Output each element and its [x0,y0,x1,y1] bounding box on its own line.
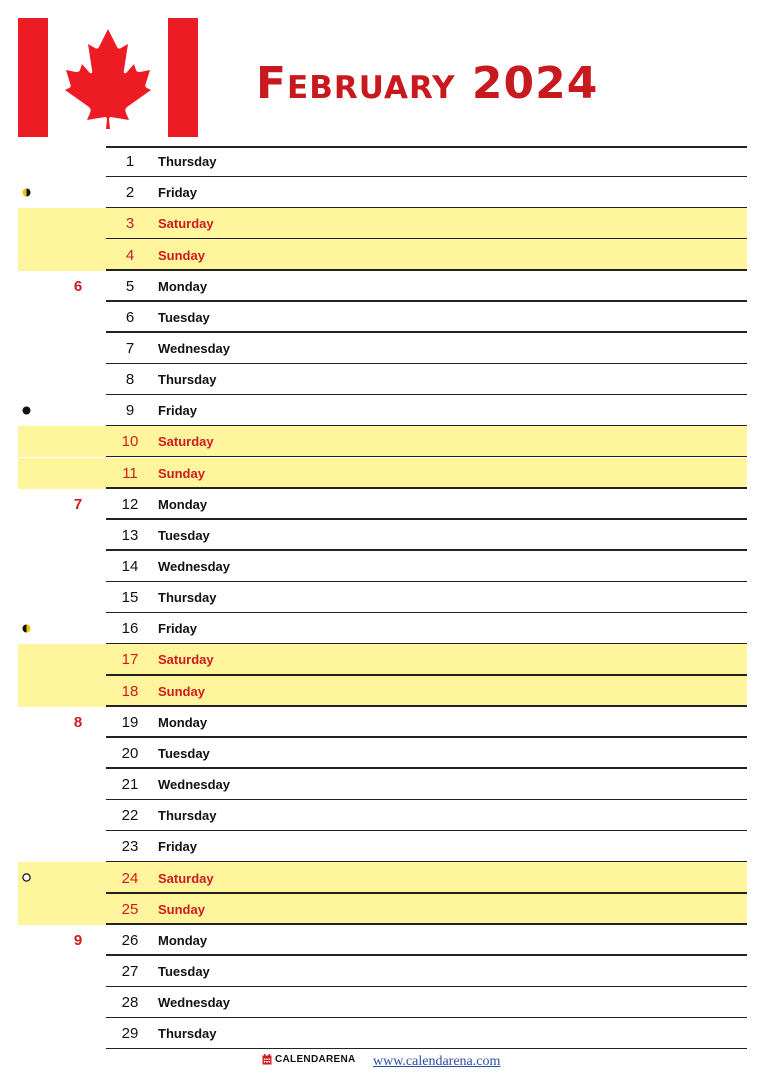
day-number: 1 [125,153,135,171]
day-name: Monday [158,714,208,730]
list-item [0,364,768,395]
list-item [0,146,768,177]
day-name: Thursday [158,590,217,606]
list-item [0,956,768,987]
day-number: 16 [121,620,139,638]
day-number: 29 [121,1025,139,1043]
day-number: 18 [121,682,139,700]
day-number: 24 [121,869,139,887]
canada-flag-icon [18,18,198,137]
list-item [0,551,768,582]
list-item [0,862,768,893]
list-item [0,613,768,644]
day-name: Thursday [158,808,217,824]
day-number: 7 [125,339,135,357]
day-name: Tuesday [158,309,210,325]
day-name: Tuesday [158,527,210,543]
day-name: Friday [158,403,198,419]
list-item [0,707,768,738]
day-number: 12 [121,495,139,513]
new-moon-icon [22,406,31,415]
list-item [0,271,768,302]
day-number: 23 [121,838,139,856]
day-number: 28 [121,994,139,1012]
day-name: Thursday [158,372,217,388]
day-number: 27 [121,962,139,980]
list-item [0,177,768,208]
day-number: 5 [125,277,135,295]
day-number: 10 [121,433,139,451]
footer [0,1054,768,1072]
day-number: 6 [125,308,135,326]
day-name: Friday [158,839,198,855]
day-name: Monday [158,932,208,948]
list-item [0,644,768,675]
list-item [0,333,768,364]
week-number: 8 [73,713,83,731]
brand [262,1054,356,1065]
day-number: 14 [121,558,139,575]
week-number: 7 [73,495,83,513]
list-item [0,302,768,333]
list-item [0,925,768,956]
last-quarter-icon [22,624,31,633]
flag-band-right [168,18,198,137]
day-name: Sunday [158,901,205,917]
day-name: Tuesday [158,745,210,761]
day-name: Saturday [158,216,214,232]
day-name: Thursday [158,1026,217,1042]
day-name: Thursday [158,154,217,170]
day-number: 11 [122,464,138,482]
day-number: 8 [125,371,135,389]
day-name: Tuesday [158,963,210,979]
list-item [0,458,768,489]
list-item [0,208,768,239]
day-name: Sunday [158,683,205,699]
first-quarter-icon [22,188,31,197]
list-item [0,676,768,707]
list-item [0,1018,768,1049]
day-name: Wednesday [158,559,231,574]
day-name: Saturday [158,870,214,886]
day-name: Friday [158,185,198,201]
day-number: 19 [121,713,139,731]
day-name: Wednesday [158,340,231,356]
list-item [0,239,768,270]
day-name: Saturday [158,434,214,450]
day-number: 4 [125,246,135,264]
list-item [0,769,768,800]
list-item [0,520,768,551]
title-month: February [256,58,456,109]
day-name: Monday [158,496,208,512]
day-number: 22 [121,807,139,825]
day-number: 26 [121,931,139,949]
day-name: Sunday [158,247,205,263]
list-item [0,987,768,1018]
day-number: 2 [125,184,135,202]
day-name: Saturday [158,652,214,668]
week-number: 6 [73,277,83,295]
day-name: Monday [158,278,208,294]
day-number: 17 [121,651,139,669]
page-title: February 2024 [256,58,599,109]
list-item [0,582,768,613]
day-name: Wednesday [158,777,231,793]
list-item [0,738,768,769]
website-link[interactable]: www.calendarena.com [373,1054,501,1069]
flag-band-left [18,18,48,137]
day-number: 15 [121,589,139,607]
day-name: Sunday [158,465,205,481]
list-item [0,489,768,520]
day-number: 21 [121,776,139,794]
full-moon-icon [22,873,31,882]
list-item [0,426,768,457]
day-number: 20 [121,744,139,762]
list-item [0,894,768,925]
list-item [0,800,768,831]
calendar-icon [262,1054,272,1065]
day-number: 13 [121,526,139,544]
day-number: 9 [125,402,135,420]
brand-name: CALENDARENA [275,1054,356,1065]
day-number: 3 [125,215,135,233]
week-number: 9 [73,931,83,949]
day-name: Wednesday [158,995,231,1011]
divider [106,1048,747,1050]
list-item [0,831,768,862]
day-name: Friday [158,621,198,637]
day-number: 25 [121,900,139,918]
list-item [0,395,768,426]
maple-leaf-icon [58,25,158,129]
